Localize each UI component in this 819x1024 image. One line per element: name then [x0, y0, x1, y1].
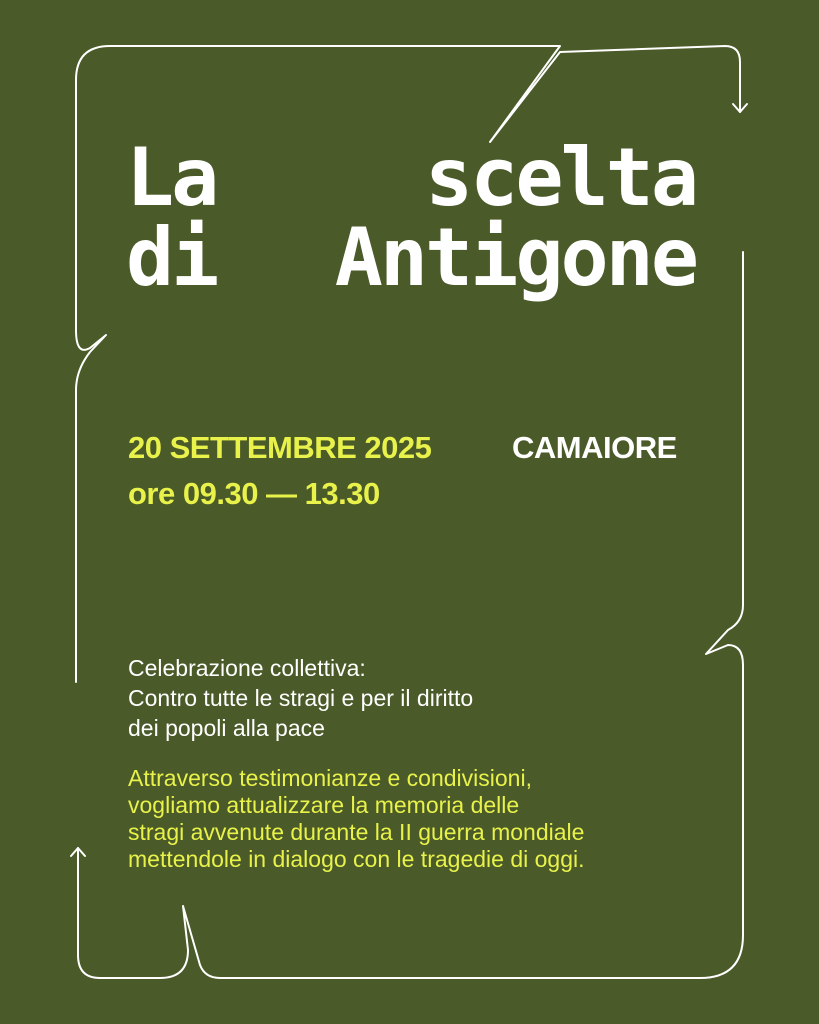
title-line-1	[126, 131, 696, 224]
intro-line: Celebrazione collettiva:	[128, 655, 366, 681]
description-line: vogliamo attualizzare la memoria delle	[128, 792, 520, 818]
title-word-la: La	[126, 131, 217, 224]
title-line-2	[126, 211, 696, 304]
title-word-scelta: scelta	[425, 131, 696, 224]
intro-text	[128, 653, 473, 743]
intro-line: dei popoli alla pace	[128, 715, 325, 741]
description-line: stragi avvenute durante la II guerra mondiale	[128, 819, 585, 845]
event-title	[126, 131, 696, 304]
title-word-di: di	[126, 211, 217, 304]
event-date: 20 SETTEMBRE 2025	[128, 430, 432, 465]
event-location: CAMAIORE	[512, 430, 677, 465]
event-hours: ore 09.30 — 13.30	[128, 476, 380, 511]
description-line: Attraverso testimonianze e condivisioni,	[128, 765, 532, 791]
description-text	[128, 765, 585, 873]
description-line: mettendole in dialogo con le tragedie di oggi.	[128, 846, 585, 872]
title-word-antigone: Antigone	[334, 211, 696, 304]
intro-line: Contro tutte le stragi e per il diritto	[128, 685, 474, 711]
